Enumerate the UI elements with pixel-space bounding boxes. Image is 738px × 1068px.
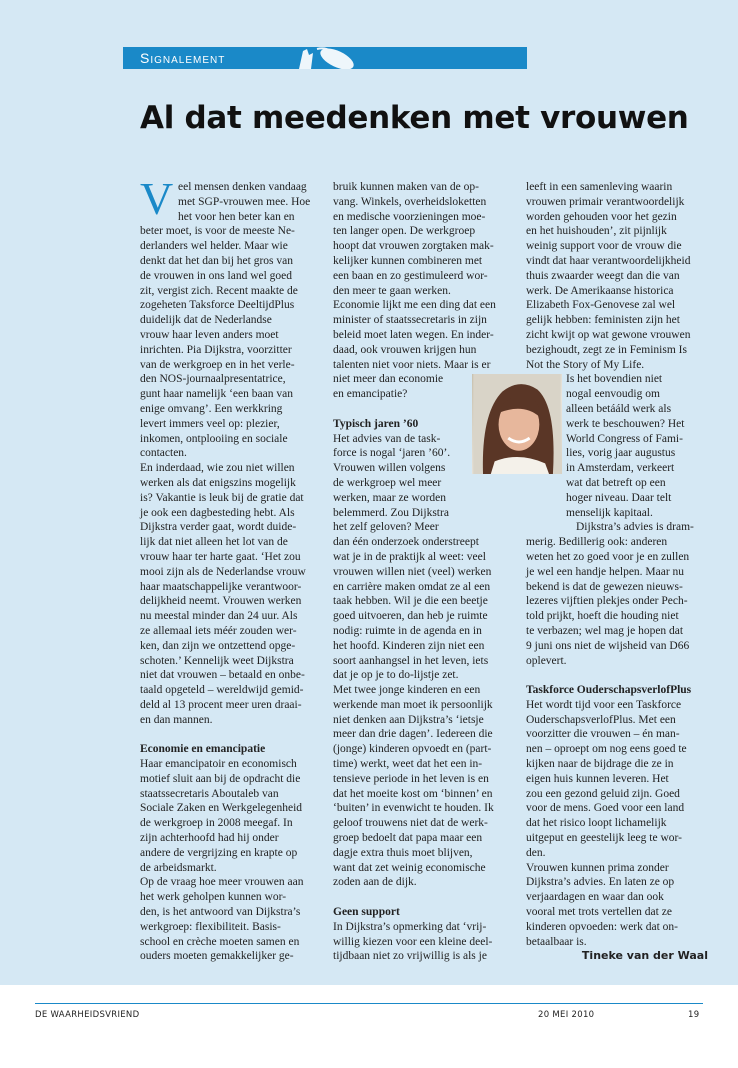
- text-line: inrichten. Pia Dijkstra, voorzitter: [140, 343, 292, 356]
- text-line: zicht kwijt op wat gewone vrouwen: [526, 328, 691, 341]
- text-line: zou een gezond geluid zijn. Goed: [526, 787, 680, 800]
- text-line: 9 juni ons niet de wijsheid van D66: [526, 639, 690, 652]
- text-line: den.: [526, 846, 546, 859]
- text-line: in Amsterdam, verkeert: [566, 462, 675, 475]
- text-line: zijn achterhoofd had hij onder: [140, 832, 279, 845]
- text-line: niet meer dan economie: [333, 373, 444, 386]
- text-line: daad, ook vrouwen krijgen hun: [333, 343, 477, 356]
- text-line: Dijkstra’s advies. En laten ze op: [526, 876, 675, 889]
- text-line: [140, 727, 322, 742]
- text-line: vang. Winkels, overheidsloketten: [333, 195, 487, 208]
- text-line: gunt haar namelijk ‘een baan van: [140, 388, 293, 401]
- section-banner: [123, 47, 527, 69]
- text-line: werken, maar ze worden: [333, 491, 447, 504]
- text-line: van de werkgroep en in het verle-: [140, 358, 295, 371]
- text-line: lies, vorig jaar augustus: [566, 447, 676, 460]
- text-line: Not the Story of My Life.: [526, 358, 645, 371]
- text-line: mooi zijn als de Nederlandse vrouw: [140, 565, 306, 578]
- text-line: Elizabeth Fox-Genovese zal wel: [526, 299, 676, 312]
- text-line: wat dat betreft op een: [566, 476, 666, 489]
- text-line: vindt dat haar verantwoordelijkheid: [526, 254, 691, 267]
- text-line: OuderschapsverlofPlus. Met een: [526, 713, 676, 726]
- text-line: het hoofd. Kinderen zijn niet een: [333, 639, 485, 652]
- section-heading: Geen support: [333, 906, 400, 919]
- text-line: zoden aan de dijk.: [333, 876, 417, 889]
- article-column-2: [333, 180, 515, 964]
- text-line: deld al 13 procent meer uren draai-: [140, 698, 302, 711]
- text-line: werkgroep: flexibiliteit. Basis-: [140, 920, 281, 933]
- text-line: duidelijk dat de Nederlandse: [140, 314, 272, 327]
- text-line: Haar emancipatoir en economisch: [140, 758, 297, 771]
- text-line: nogal eenvoudig om: [566, 388, 660, 401]
- text-line: ouders moeten gemakkelijker ge-: [140, 950, 294, 963]
- text-line: motief sluit aan bij de opdracht die: [140, 772, 301, 785]
- text-line: delijkheid neemt. Vrouwen werken: [140, 595, 302, 608]
- text-line: taak hebben. Wil je die een beetje: [333, 595, 488, 608]
- text-line: en medische voorzieningen moe-: [333, 210, 486, 223]
- text-line: voorzitter die vrouwen – én man-: [526, 728, 680, 741]
- text-line: Met twee jonge kinderen en een: [333, 684, 481, 697]
- text-line: de werkgroep wel meer: [333, 476, 442, 489]
- section-heading: Typisch jaren ’60: [333, 417, 419, 430]
- author-photo: [472, 374, 562, 474]
- text-line: Dijkstra verder gaat, wordt duide-: [140, 521, 297, 534]
- portrait-image-icon: [472, 374, 562, 474]
- text-line: werk. De Amerikaanse historica: [526, 284, 674, 297]
- text-line: zogeheten Taksforce DeeltijdPlus: [140, 299, 295, 312]
- text-line: de vrouwen in ons land wel goed: [140, 269, 293, 282]
- text-line: beter moet, is voor de meeste Ne-: [140, 225, 295, 238]
- text-line: vooral met trots vertellen dat ze: [526, 906, 672, 919]
- text-line: hoopt dat vrouwen zorgtaken mak-: [333, 240, 494, 253]
- text-line: werkende man moet ik persoonlijk: [333, 698, 493, 711]
- text-line: ten langer open. De werkgroep: [333, 225, 476, 238]
- text-line: contacten.: [140, 447, 187, 460]
- text-line: staatssecretaris Aboutaleb van: [140, 787, 279, 800]
- text-line: niet dat vrouwen – betaald en onbe-: [140, 669, 305, 682]
- text-line: tensieve periode in het leven is en: [333, 772, 489, 785]
- text-line: derlanders wel helder. Maar wie: [140, 240, 288, 253]
- text-line: hoger niveau. Daar telt: [566, 491, 672, 504]
- text-line: belemmerd. Zou Dijkstra: [333, 506, 449, 519]
- satellite-dish-illustration-icon: [291, 47, 361, 69]
- text-line: den, is het antwoord van Dijkstra’s: [140, 906, 301, 919]
- text-line: ‘buiten’ in evenwicht te houden. Ik: [333, 802, 494, 815]
- text-line: (jonge) kinderen opvoedt en (part-: [333, 743, 492, 756]
- text-line: willig kiezen voor een kleine deel-: [333, 935, 493, 948]
- section-heading: Economie en emancipatie: [140, 743, 266, 756]
- text-line: uitgeput en geestelijk leeg te wor-: [526, 832, 682, 845]
- text-line: denkt dat het dan bij het gros van: [140, 254, 293, 267]
- text-line: de arbeidsmarkt.: [140, 861, 217, 874]
- section-heading: Taskforce OuderschapsverlofPlus: [526, 684, 692, 697]
- text-line: en dan mannen.: [140, 713, 213, 726]
- text-line: is? Vakantie is leuk bij de gratie dat: [140, 491, 304, 504]
- text-line: merig. Bedillerig ook: anderen: [526, 536, 668, 549]
- text-line: [333, 890, 515, 905]
- text-line: betaalbaar is.: [526, 935, 587, 948]
- text-line: kinderen opvoeden: werk dat on-: [526, 920, 679, 933]
- footer-page-number: 19: [688, 1010, 700, 1020]
- text-line: thuis zwaarder weegt dan die van: [526, 269, 680, 282]
- text-line: nen – oproept om nog eens goed te: [526, 743, 687, 756]
- text-line: goed uitvoeren, dan heb je ruimte: [333, 610, 488, 623]
- text-line: Is het bovendien niet: [566, 373, 663, 386]
- article-column-3: [526, 180, 708, 964]
- text-line: gelijk hebben: feministen zijn het: [526, 314, 680, 327]
- text-line: inkomen, ontplooiing en sociale: [140, 432, 288, 445]
- text-line: den NOS-journaalpresentatrice,: [140, 373, 286, 386]
- text-line: levert immers veel op: plezier,: [140, 417, 280, 430]
- text-line: bruik kunnen maken van de op-: [333, 181, 479, 193]
- text-line: en het huishouden’, zit pijnlijk: [526, 225, 667, 238]
- text-line: Economie lijkt me een ding dat een: [333, 299, 496, 312]
- text-line: World Congress of Fami-: [566, 432, 683, 445]
- text-line: geloof trouwens niet dat de werk-: [333, 817, 488, 830]
- footer-date: 20 MEI 2010: [538, 1010, 595, 1020]
- text-line: dat het risico loopt lichamelijk: [526, 817, 667, 830]
- text-line: In Dijkstra’s opmerking dat ‘vrij-: [333, 920, 487, 933]
- text-line: talenten niet voor niets. Maar is er: [333, 358, 491, 371]
- text-line: een baan en zo gestimuleerd wor-: [333, 269, 488, 282]
- text-line: en carrière maken omdat ze al een: [333, 580, 491, 593]
- text-line: het voor hen beter kan en: [178, 210, 295, 223]
- footer-divider: [35, 1003, 703, 1004]
- section-label: Signalement: [140, 50, 226, 66]
- text-line: voor de mens. Goed voor een land: [526, 802, 685, 815]
- drop-cap: V: [140, 173, 174, 224]
- text-line: eel mensen denken vandaag: [178, 181, 307, 193]
- text-line: werken als dat enigszins mogelijk: [140, 476, 296, 489]
- text-line: het zelf geloven? Meer: [333, 521, 439, 534]
- text-line: told prijkt, hoeft die houding niet: [526, 610, 679, 623]
- text-line: tijdbaan niet zo vrijwillig is als je: [333, 950, 487, 963]
- text-line: Het wordt tijd voor een Taskforce: [526, 698, 682, 711]
- text-line: lijk dat niet alleen het lot van de: [140, 536, 288, 549]
- text-line: de werkgroep in 2008 meegaf. In: [140, 817, 293, 830]
- text-line: Het advies van de task-: [333, 432, 441, 445]
- text-line: kelijker kunnen combineren met: [333, 254, 483, 267]
- footer-publication: DE WAARHEIDSVRIEND: [35, 1010, 140, 1020]
- text-line: bezighoudt, zegt ze in Feminism Is: [526, 343, 687, 356]
- text-line: Sociale Zaken en Werkgelegenheid: [140, 802, 303, 815]
- text-line: school en crèche moeten samen en: [140, 935, 300, 948]
- text-line: force is nogal ‘jaren ’60’.: [333, 447, 451, 460]
- text-line: ken, dan zijn we ontzettend opge-: [140, 639, 296, 652]
- text-line: schoten.’ Kennelijk weet Dijkstra: [140, 654, 294, 667]
- text-line: alleen betááld werk als: [566, 402, 672, 415]
- text-line: Dijkstra’s advies is dram-: [576, 521, 694, 534]
- text-line: vrouwen primair verantwoordelijk: [526, 195, 685, 208]
- text-line: minister of staatssecretaris in zijn: [333, 314, 487, 327]
- text-line: worden gehouden voor het gezin: [526, 210, 677, 223]
- text-line: enige omvang’. Een werkkring: [140, 402, 283, 415]
- text-line: weten het zo goed voor je en zullen: [526, 550, 690, 563]
- text-line: eigen huis kunnen leveren. Het: [526, 772, 669, 785]
- text-line: time) werkt, weet dat het een in-: [333, 758, 483, 771]
- text-line: bekend is dat de gewezen nieuws-: [526, 580, 683, 593]
- text-line: met SGP-vrouwen mee. Hoe: [178, 195, 311, 208]
- text-line: Op de vraag hoe meer vrouwen aan: [140, 876, 304, 889]
- text-line: weinig support voor de vrouw die: [526, 240, 682, 253]
- text-line: [526, 668, 708, 683]
- text-line: nodig: ruimte in de agenda en in: [333, 624, 482, 637]
- text-line: vrouw haar leven anders moet: [140, 328, 279, 341]
- text-line: lezeres vijftien plekjes onder Pech-: [526, 595, 688, 608]
- text-line: soort aanhangsel in het leven, iets: [333, 654, 489, 667]
- text-line: je wel een handje helpen. Maar nu: [526, 565, 685, 578]
- text-line: menselijk kapitaal.: [566, 506, 653, 519]
- text-line: het werk geholpen kunnen wor-: [140, 891, 287, 904]
- text-line: En inderdaad, wie zou niet willen: [140, 462, 295, 475]
- text-line: nu meestal minder dan 24 uur. Als: [140, 610, 298, 623]
- text-line: werk te beschouwen? Het: [566, 417, 685, 430]
- text-line: vrouwen willen niet (veel) werken: [333, 565, 492, 578]
- text-line: dan één onderzoek onderstreept: [333, 536, 479, 549]
- text-line: den meer te gaan werken.: [333, 284, 451, 297]
- text-line: oplevert.: [526, 654, 567, 667]
- text-line: want dat zet weinig economische: [333, 861, 486, 874]
- article-column-1: [140, 180, 322, 964]
- text-line: groep bedoelt dat papa maar een: [333, 832, 483, 845]
- text-line: Vrouwen willen volgens: [333, 462, 446, 475]
- text-line: haar maatschappelijke verantwoor-: [140, 580, 302, 593]
- text-line: dat het moeite kost om ‘binnen’ en: [333, 787, 493, 800]
- text-line: je ook een dagbesteding hebt. Als: [140, 506, 295, 519]
- text-line: beleid moet laten wegen. En inder-: [333, 328, 494, 341]
- text-line: kijken naar de bijdrage die ze in: [526, 758, 674, 771]
- text-line: dat je op je to do-lijstje zet.: [333, 669, 459, 682]
- text-line: ze allemaal iets méér zouden wer-: [140, 624, 297, 637]
- text-line: dagje extra thuis moet blijven,: [333, 846, 473, 859]
- author-byline: Tineke van der Waal: [581, 949, 708, 963]
- text-line: Vrouwen kunnen prima zonder: [526, 861, 669, 874]
- text-line: verjaardagen en waar dan ook: [526, 891, 664, 904]
- text-line: niet denken aan Dijkstra’s ‘ietsje: [333, 713, 484, 726]
- text-line: andere de vergrijzing en krapte op: [140, 846, 298, 859]
- text-line: vrouw haar ter harte gaat. ‘Het zou: [140, 550, 301, 563]
- text-line: zit, vergist zich. Recent maakte de: [140, 284, 298, 297]
- article-title: Al dat meedenken met vrouwen: [140, 100, 689, 136]
- text-line: taald opgeteld – wereldwijd gemid-: [140, 684, 304, 697]
- text-line: te verbazen; wel mag je hopen dat: [526, 624, 684, 637]
- text-line: wat je in de praktijk al weet: veel: [333, 550, 486, 563]
- text-line: en emancipatie?: [333, 388, 408, 401]
- text-line: leeft in een samenleving waarin: [526, 181, 673, 193]
- text-line: meer dan drie dagen’. Iedereen die: [333, 728, 493, 741]
